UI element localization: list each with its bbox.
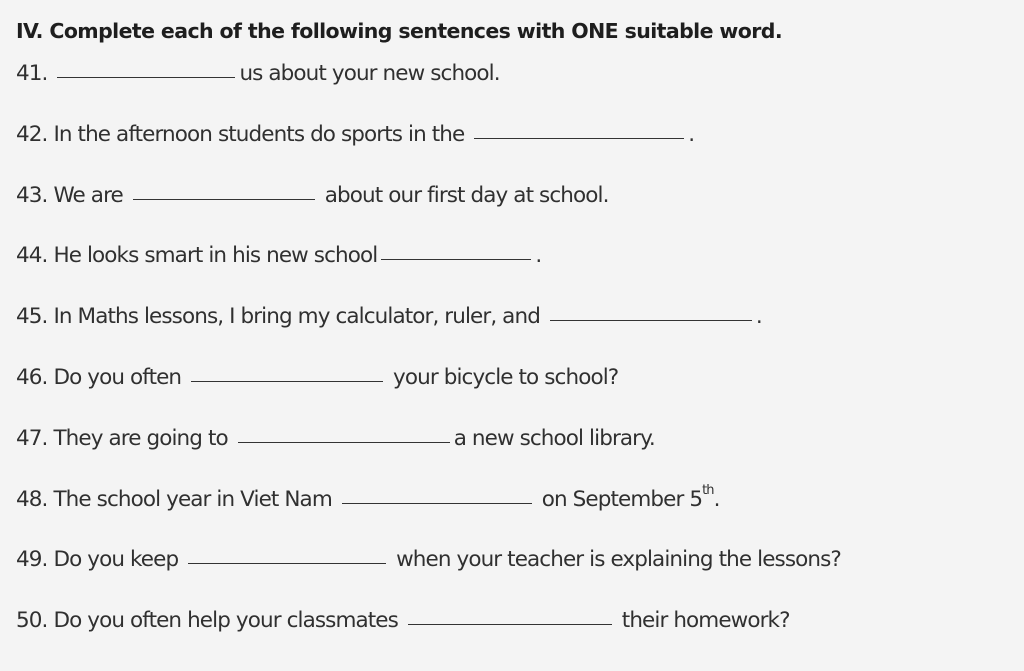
sentence-44 (16, 238, 1008, 299)
sentence-number: 42. (16, 121, 48, 147)
sentence-number: 41. (16, 61, 48, 86)
answer-blank[interactable] (474, 138, 684, 139)
sentence-46 (16, 360, 1008, 421)
sentence-50 (16, 603, 1008, 664)
sentence-text-before: They are going to (53, 425, 228, 451)
sentence-text-after: us about your new school. (239, 61, 500, 86)
sentence-42 (16, 117, 1008, 178)
sentence-45 (16, 299, 1008, 360)
sentence-text-after: your bicycle to school? (393, 364, 619, 390)
answer-blank[interactable] (191, 381, 383, 382)
sentence-text-before: The school year in Viet Nam (53, 486, 332, 512)
sentence-end-punctuation: . (713, 486, 720, 512)
answer-blank[interactable] (188, 563, 386, 564)
sentence-text-after: a new school library. (453, 425, 655, 451)
answer-blank[interactable] (408, 624, 612, 625)
sentence-text-before: Do you often help your classmates (53, 608, 398, 634)
exercise-heading: IV. Complete each of the following sentences with ONE suitable word. (16, 19, 783, 43)
sentence-number: 50. (16, 608, 48, 634)
sentence-number: 48. (16, 486, 48, 512)
sentence-text-before: Do you keep (53, 547, 179, 573)
answer-blank[interactable] (342, 503, 532, 504)
sentence-47 (16, 421, 1008, 482)
sentence-text-after: on September 5 (541, 486, 703, 512)
sentence-text-before: We are (53, 182, 123, 208)
sentence-text-before: He looks smart in his new school (53, 243, 378, 269)
sentence-text-after: . (535, 243, 542, 269)
answer-blank[interactable] (550, 320, 752, 321)
sentence-number: 47. (16, 425, 48, 451)
answer-blank[interactable] (381, 259, 531, 260)
sentence-number: 44. (16, 243, 48, 269)
answer-blank[interactable] (57, 77, 235, 78)
sentence-number: 45. (16, 304, 48, 330)
sentence-text-after: when your teacher is explaining the lessons? (396, 547, 841, 573)
sentence-41 (16, 56, 1008, 117)
sentence-text-after: about our first day at school. (324, 182, 609, 208)
sentence-text-after: their homework? (621, 608, 790, 634)
sentence-number: 43. (16, 182, 48, 208)
sentence-number: 46. (16, 364, 48, 390)
sentence-text-before: Do you often (53, 364, 182, 390)
sentence-text-before: In the afternoon students do sports in the (53, 121, 465, 147)
sentence-text-after: . (755, 304, 762, 330)
sentence-list (16, 56, 1008, 664)
sentence-text-after: . (688, 121, 695, 147)
sentence-text-before: In Maths lessons, I bring my calculator, ruler, and (53, 304, 540, 330)
sentence-43 (16, 178, 1008, 239)
answer-blank[interactable] (133, 199, 315, 200)
sentence-number: 49. (16, 547, 48, 573)
sentence-49 (16, 542, 1008, 603)
sentence-48 (16, 482, 1008, 543)
answer-blank[interactable] (238, 442, 450, 443)
ordinal-superscript: th (702, 483, 714, 499)
